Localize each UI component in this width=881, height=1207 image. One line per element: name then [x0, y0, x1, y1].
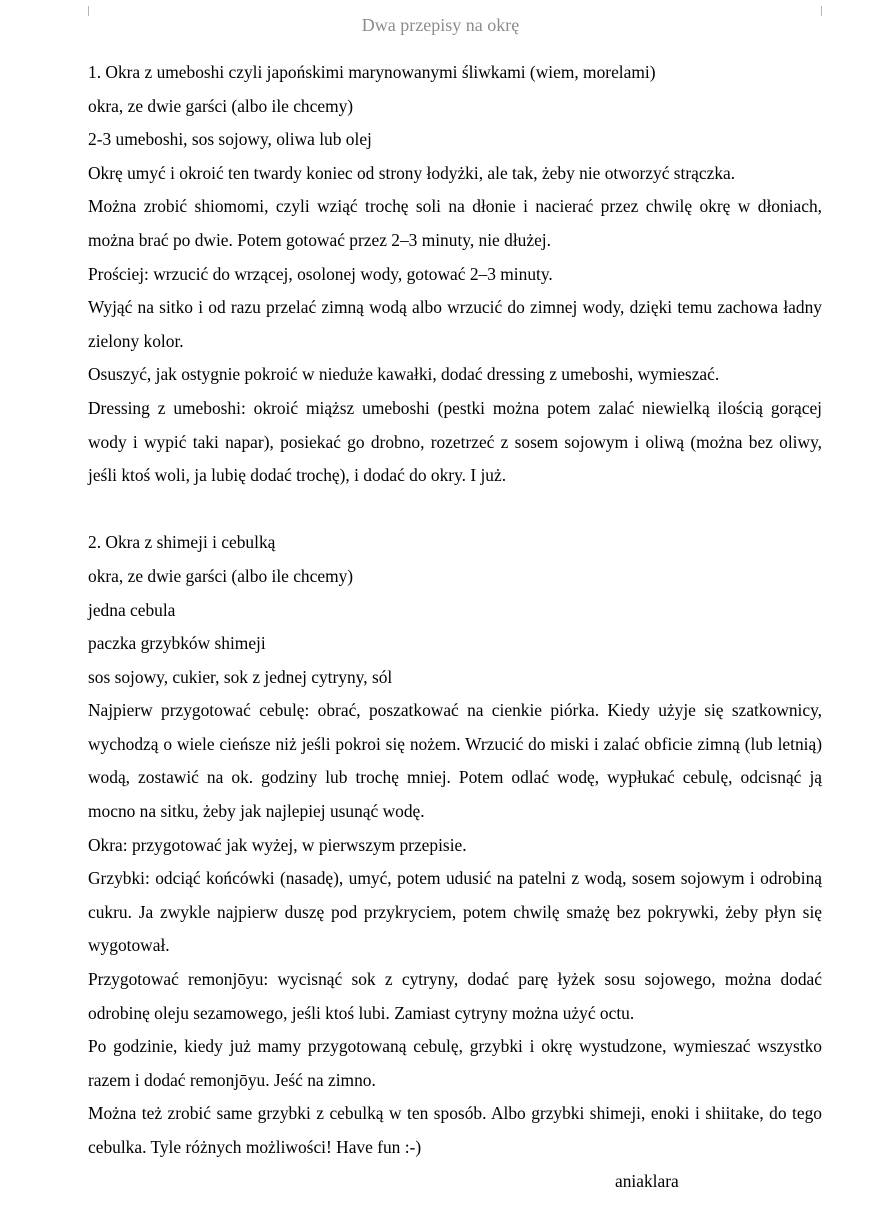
document-body	[88, 56, 822, 1198]
recipe-1-ingredient: okra, ze dwie garści (albo ile chcemy)	[88, 95, 354, 116]
recipe-2-ingredient: sos sojowy, cukier, sok z jednej cytryny, sól	[88, 666, 393, 687]
recipe-2-ingredient: okra, ze dwie garści (albo ile chcemy)	[88, 565, 354, 586]
recipe-2-step: Przygotować remonjōyu: wycisnąć sok z cytryny, dodać parę łyżek sosu sojowego, można dodać odrobinę oleju sezamowego, jeśli ktoś lubi. Zamiast cytryny można użyć octu.	[88, 969, 822, 1023]
recipe-1-step: Można zrobić shiomomi, czyli wziąć trochę soli na dłonie i nacierać przez chwilę okrę w dłoniach, można brać po dwie. Potem gotować przez 2–3 minuty, nie dłużej.	[88, 196, 822, 250]
recipe-2-title: 2. Okra z shimeji i cebulką	[88, 532, 276, 553]
recipe-2-step: Można też zrobić same grzybki z cebulką w ten sposób. Albo grzybki shimeji, enoki i shiitake, do tego cebulka. Tyle różnych możliwości! Have fun :-)	[88, 1103, 822, 1157]
recipe-1-step: Osuszyć, jak ostygnie pokroić w nieduże kawałki, dodać dressing z umeboshi, wymieszać.	[88, 364, 720, 385]
author-signature: aniaklara	[615, 1170, 679, 1191]
recipe-2-step: Grzybki: odciąć końcówki (nasadę), umyć, potem udusić na patelni z wodą, sosem sojowym i odrobiną cukru. Ja zwykle najpierw duszę pod przykryciem, potem chwilę smażę bez pokrywki, żeby płyn się wygotował.	[88, 868, 822, 956]
recipe-2-step: Po godzinie, kiedy już mamy przygotowaną cebulę, grzybki i okrę wystudzone, wymieszać wszystko razem i dodać remonjōyu. Jeść na zimno.	[88, 1036, 822, 1090]
recipe-1-step: Okrę umyć i okroić ten twardy koniec od strony łodyżki, ale tak, żeby nie otworzyć strączka.	[88, 162, 736, 183]
recipe-2-step: Okra: przygotować jak wyżej, w pierwszym przepisie.	[88, 834, 467, 855]
recipe-1-ingredient: 2-3 umeboshi, sos sojowy, oliwa lub olej	[88, 129, 372, 150]
page-header: Dwa przepisy na okrę	[361, 15, 520, 35]
recipe-2-ingredient: jedna cebula	[88, 599, 176, 620]
recipe-2-step: Najpierw przygotować cebulę: obrać, poszatkować na cienkie piórka. Kiedy użyje się szatkownicy, wychodzą o wiele cieńsze niż jeśli pokroi się nożem. Wrzucić do miski i zalać obficie zimną (lub letnią) wodą, zostawić na ok. godziny lub trochę mniej. Potem odlać wodę, wypłukać cebulę, odcisnąć ją mocno na sitku, żeby jak najlepiej usunąć wodę.	[88, 700, 822, 822]
recipe-1-step: Prościej: wrzucić do wrzącej, osolonej wody, gotować 2–3 minuty.	[88, 263, 553, 284]
recipe-1-dressing: Dressing z umeboshi: okroić miąższ umeboshi (pestki można potem zalać niewielką ilością gorącej wody i wypić taki napar), posiekać go drobno, rozetrzeć z sosem sojowym i oliwą (można bez oliwy, jeśli ktoś woli, ja lubię dodać trochę), i dodać do okry. I już.	[88, 397, 822, 486]
section-spacer	[88, 493, 822, 527]
recipe-1-step: Wyjąć na sitko i od razu przelać zimną wodą albo wrzucić do zimnej wody, dzięki temu zachowa ładny zielony kolor.	[88, 297, 822, 351]
recipe-1-title: 1. Okra z umeboshi czyli japońskimi marynowanymi śliwkami (wiem, morelami)	[88, 62, 656, 82]
recipe-2-ingredient: paczka grzybków shimeji	[88, 633, 266, 654]
